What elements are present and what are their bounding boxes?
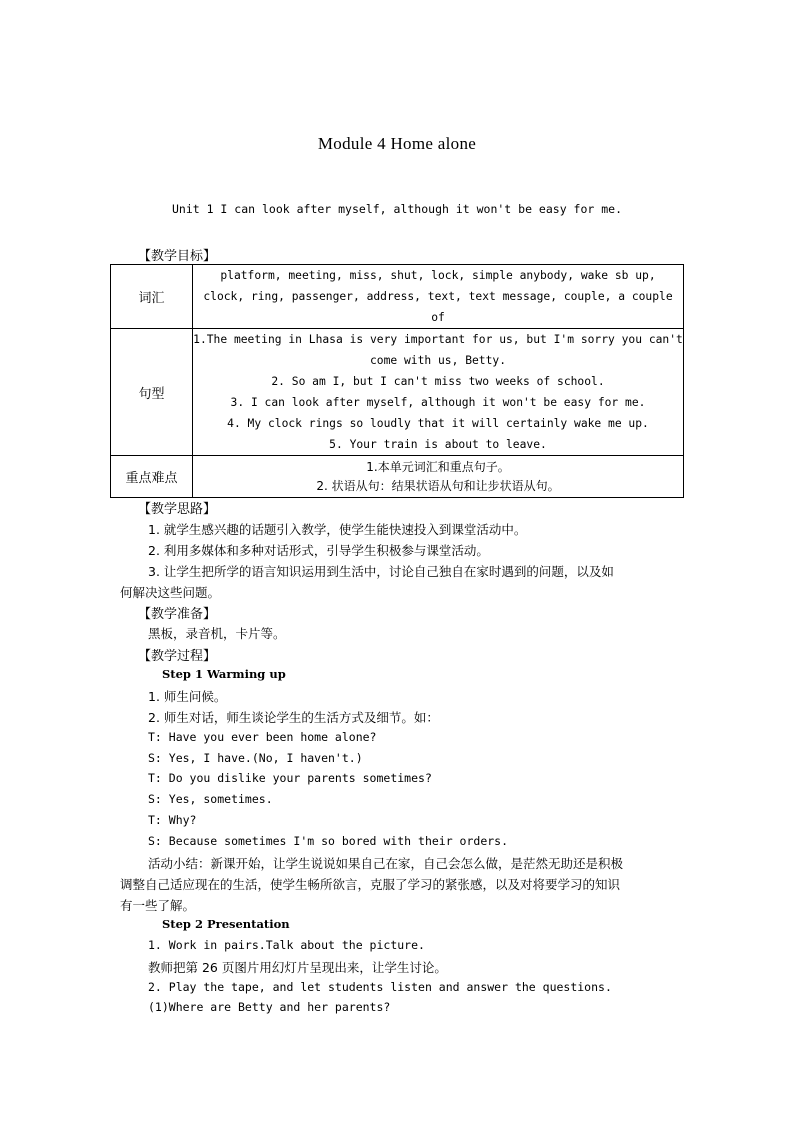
section-heading-approach: 【教学思路】 [138,502,217,517]
unit-subtitle: Unit 1 I can look after myself, although it won't be easy for me. [171,202,623,216]
step2-heading: Step 2 Presentation [162,917,290,931]
step2-line: 2. Play the tape, and let students listen and answer the questions. [148,980,612,994]
row-label-vocab: 词汇 [111,265,193,329]
key-point-line: 2. 状语从句：结果状语从句和让步状语从句。 [316,478,560,493]
dialogue-line: T: Have you ever been home alone? [148,730,377,744]
row-label-sentences: 句型 [111,329,193,456]
approach-item: 3. 让学生把所学的语言知识运用到生活中，讨论自己独自在家时遇到的问题，以及如 [148,564,614,579]
vocab-line: platform, meeting, miss, shut, lock, simple anybody, wake sb up, [220,269,656,282]
goals-table [110,264,684,498]
section-heading-process: 【教学过程】 [138,649,217,664]
sentence-line: 3. I can look after myself, although it won't be easy for me. [230,396,646,409]
section-heading-goals: 【教学目标】 [138,249,217,264]
dialogue-line: S: Because sometimes I'm so bored with their orders. [148,834,509,848]
table-row-sentences [111,329,684,456]
table-row-vocab [111,265,684,329]
sentence-line: 5. Your train is about to leave. [329,438,547,451]
step1-summary: 活动小结：新课开始，让学生说说如果自己在家，自己会怎么做，是茫然无助还是积极 [148,856,624,871]
step2-line: 教师把第 26 页图片用幻灯片呈现出来，让学生讨论。 [148,960,447,975]
vocab-cell [193,265,684,329]
sentence-line: 4. My clock rings so loudly that it will certainly wake me up. [227,417,649,430]
key-points-cell [193,456,684,498]
approach-item: 2. 利用多媒体和多种对话形式，引导学生积极参与课堂活动。 [148,543,489,558]
section-heading-prep: 【教学准备】 [138,607,217,622]
sentence-line: 1.The meeting in Lhasa is very important for us, but I'm sorry you can't [193,333,683,346]
dialogue-line: T: Why? [148,813,197,827]
step1-heading: Step 1 Warming up [162,667,286,681]
sentence-line: 2. So am I, but I can't miss two weeks of school. [271,375,605,388]
dialogue-line: S: Yes, I have.(No, I haven't.) [148,751,363,765]
step1-summary: 有一些了解。 [120,898,196,913]
row-label-key-points: 重点难点 [111,456,193,498]
key-point-line: 1.本单元词汇和重点句子。 [366,459,510,474]
step1-item: 1. 师生问候。 [148,689,227,704]
vocab-line: clock, ring, passenger, address, text, text message, couple, a couple [203,290,673,303]
step1-item: 2. 师生对话，师生谈论学生的生活方式及细节。如： [148,710,439,725]
sentence-line: come with us, Betty. [369,354,507,367]
sentences-cell [193,329,684,456]
dialogue-line: S: Yes, sometimes. [148,792,273,806]
vocab-line: of [431,311,445,324]
table-row-key-points [111,456,684,498]
step1-summary: 调整自己适应现在的生活，使学生畅所欲言，克服了学习的紧张感，以及对将要学习的知识 [120,877,621,892]
approach-item: 1. 就学生感兴趣的话题引入教学，使学生能快速投入到课堂活动中。 [148,522,527,537]
step2-line: 1. Work in pairs.Talk about the picture. [148,938,425,952]
page-title: Module 4 Home alone [317,134,477,153]
step2-line: (1)Where are Betty and her parents? [148,1000,391,1014]
prep-text: 黑板，录音机，卡片等。 [148,626,286,641]
approach-item-continued: 何解决这些问题。 [120,585,221,600]
dialogue-line: T: Do you dislike your parents sometimes? [148,771,432,785]
